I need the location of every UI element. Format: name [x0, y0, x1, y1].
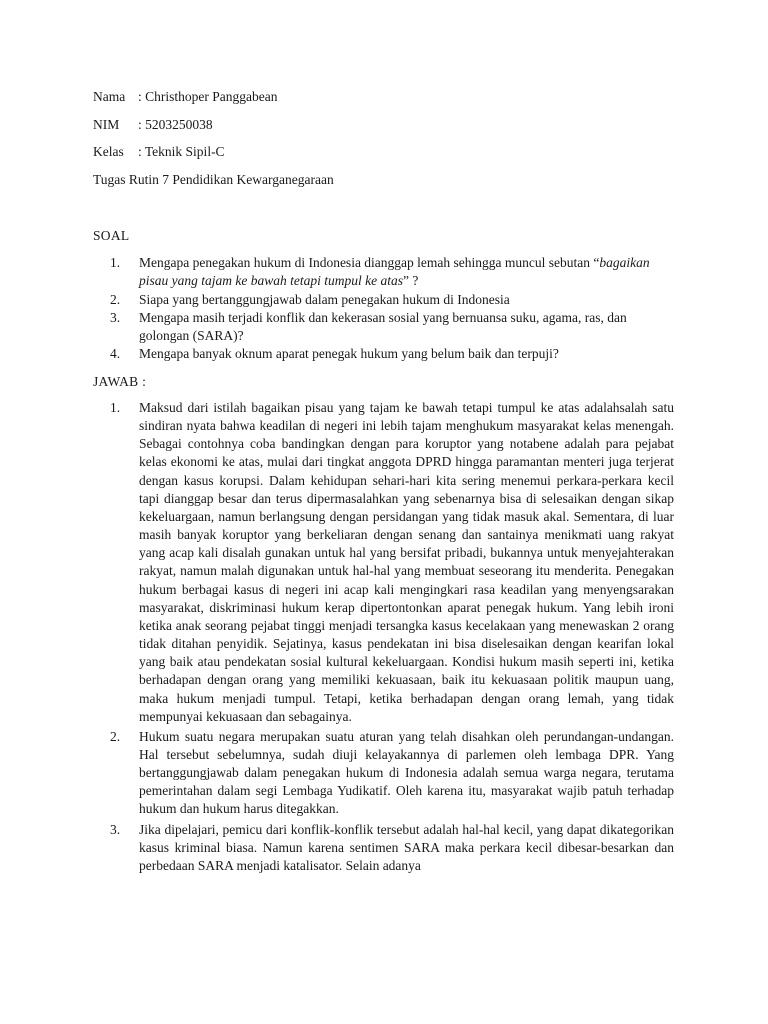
nim-value: : 5203250038 [138, 116, 213, 132]
list-item [110, 821, 674, 875]
student-info [93, 87, 693, 170]
questions-list [110, 254, 674, 364]
list-item [110, 728, 674, 819]
list-item [110, 254, 674, 291]
question-text: Mengapa banyak oknum aparat penegak hukum yang belum baik dan terpuji? [139, 346, 559, 362]
question-italic-quote: bagaikan pisau yang tajam ke bawah tetapi tumpul ke atas [139, 255, 650, 289]
answer-text: Maksud dari istilah bagaikan pisau yang tajam ke bawah tetapi tumpul ke atas adalahsalah satu sindiran nyata bahwa keadilan di negeri ini lebih tajam menghukum masyarakat kelas menengah. Sebagai contohnya coba bandingkan dengan para koruptor yang notabene adalah para pejabat kelas ekonomi ke atas, mulai dari tingkat anggota DPRD hingga paramantan menteri juga terjerat dengan kasus korupsi. Dalam kehidupan sehari-hari kita sering menemui perkara-perkara kecil tapi dianggap besar dan terus dipermasalahkan yang sebenarnya bisa di selesaikan dengan sikap kekeluargaan, namun berlangsung dengan persidangan yang tidak masuk akal. Sementara, di luar masih banyak koruptor yang berkeliaran dengan senang dan santainya menikmati uang rakyat yang acap kali disalah gunakan untuk hal yang bersifat pribadi, bukannya untuk menyejahterakan rakyat, namun malah digunakan untuk hal-hal yang membuat seseorang itu menderita. Penegakan hukum berbagai kasus di negeri ini acap kali mengingkari rasa keadilan yang menyengsarakan masyarakat, diskriminasi hukum kerap dipertontonkan aparat penegak hukum. Yang lebih ironi ketika anak seorang pejabat tinggi menjadi tersangka kasus kecelakaan yang menewaskan 2 orang tidak ditahan penyidik. Sejatinya, kasus pendekatan ini bisa diselesaikan dengan kearifan lokal yang baik atau pendekatan sosial kultural kekeluargaan. Kondisi hukum masih seperti ini, ketika berhadapan dengan orang yang memiliki kekuasaan, baik itu kekuasaan politik maupun uang, maka hukum menjadi tumpul. Tetapi, ketika berhadapan dengan orang lemah, yang tidak mempunyai kekuasaan dan sebagainya. [139, 400, 674, 724]
list-item [110, 309, 674, 346]
name-value: : Christhoper Panggabean [138, 89, 278, 104]
class-label: Kelas [93, 144, 124, 159]
answer-text: Jika dipelajari, pemicu dari konflik-konflik tersebut adalah hal-hal kecil, yang dapat dikategorikan kasus kriminal biasa. Namun karena sentimen SARA maka perkara kecil dibesar-besarkan dan perbedaan SARA menjadi katalisator. Selain adanya [139, 821, 674, 873]
item-number: 3. [110, 309, 121, 325]
item-number: 1. [110, 400, 121, 415]
answer-text: Hukum suatu negara merupakan suatu aturan yang telah disahkan oleh perundangan-undangan. Hal tersebut sebelumnya, sudah diuji kelayakannya di parlemen oleh lembaga DPR. Yang bertanggungjawab dalam penegakan hukum di Indonesia adalah semua warga negara, terutama pemerintahan dalam segi Lembaga Yudikatif. Oleh karena itu, masyarakat wajib patuh terhadap hukum dan hukum harus ditegakkan. [139, 728, 674, 817]
item-number: 3. [110, 821, 121, 837]
list-item [110, 399, 674, 726]
nim-label: NIM [93, 116, 120, 132]
question-text: Siapa yang bertanggungjawab dalam penegakan hukum di Indonesia [139, 291, 510, 307]
questions-heading: SOAL [93, 228, 130, 243]
answers-list [110, 399, 674, 877]
question-text-end: ” ? [402, 273, 419, 289]
question-text-start: Mengapa penegakan hukum di Indonesia dianggap lemah sehingga muncul sebutan “ [139, 255, 600, 270]
name-row [93, 87, 693, 115]
item-number: 4. [110, 346, 121, 362]
nim-row [93, 115, 693, 143]
class-value: : Teknik Sipil-C [138, 144, 225, 159]
class-row [93, 142, 693, 170]
assignment-title: Tugas Rutin 7 Pendidikan Kewarganegaraan [93, 172, 334, 187]
list-item [110, 345, 674, 363]
question-text [139, 255, 650, 288]
name-label: Nama [93, 89, 126, 104]
question-text: Mengapa masih terjadi konflik dan kekerasan sosial yang bernuansa suku, agama, ras, dan golongan (SARA)? [139, 309, 627, 344]
item-number: 2. [110, 728, 121, 744]
answers-heading: JAWAB : [93, 374, 147, 389]
list-item [110, 291, 674, 309]
item-number: 2. [110, 291, 121, 307]
item-number: 1. [110, 255, 121, 270]
